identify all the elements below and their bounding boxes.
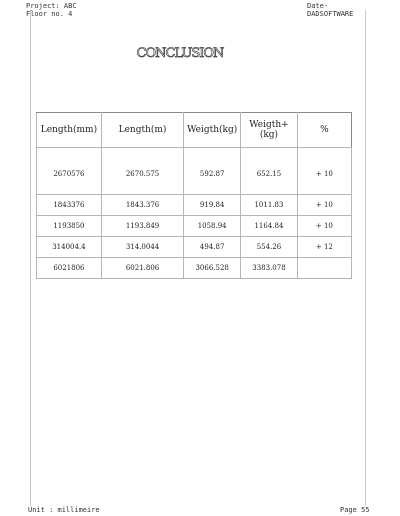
cell-percent: + 10 — [297, 195, 351, 216]
cell-weight: 494.87 — [184, 237, 241, 258]
cell-weight: 919.84 — [184, 195, 241, 216]
total-weight-plus: 3383.078 — [241, 258, 298, 279]
cell-weight-plus: 554.26 — [241, 237, 298, 258]
cell-length-mm: 2670576 — [37, 148, 102, 195]
page-title: CONCLUSION — [136, 46, 224, 61]
cell-weight: 1058.94 — [184, 216, 241, 237]
cell-length-m: 2670.575 — [101, 148, 183, 195]
col-header-length-mm: Length(mm) — [37, 113, 102, 148]
col-header-weight: Weigth(kg) — [184, 113, 241, 148]
date-label: Date- — [307, 2, 329, 10]
cell-length-mm: 1843376 — [37, 195, 102, 216]
cell-percent: + 12 — [297, 237, 351, 258]
table-row — [37, 216, 352, 237]
total-length-mm: 6021806 — [37, 258, 102, 279]
results-table — [36, 112, 352, 279]
total-weight: 3066.528 — [184, 258, 241, 279]
total-percent — [297, 258, 351, 279]
cell-weight-plus: 1011.83 — [241, 195, 298, 216]
floor-label: Floor no. 4 — [26, 10, 73, 18]
company-label: DADSOFTWARE — [307, 10, 354, 18]
header-left — [26, 2, 77, 18]
col-header-percent: % — [297, 113, 351, 148]
cell-weight-plus: 1164.84 — [241, 216, 298, 237]
cell-length-m: 1193.849 — [101, 216, 183, 237]
cell-weight: 592.87 — [184, 148, 241, 195]
unit-label: Unit : millimeire — [28, 506, 100, 514]
table-row — [37, 237, 352, 258]
cell-percent: + 10 — [297, 148, 351, 195]
cell-weight-plus: 652.15 — [241, 148, 298, 195]
page-number: Page 55 — [340, 506, 370, 514]
cell-length-mm: 1193850 — [37, 216, 102, 237]
col-header-length-m: Length(m) — [101, 113, 183, 148]
col-header-weight-plus: Weigth+(kg) — [241, 113, 298, 148]
total-length-m: 6021.806 — [101, 258, 183, 279]
header-right — [307, 2, 353, 18]
cell-percent: + 10 — [297, 216, 351, 237]
table-row — [37, 195, 352, 216]
table-row — [37, 148, 352, 195]
cell-length-m: 1843.376 — [101, 195, 183, 216]
project-label: Project: ABC — [26, 2, 77, 10]
cell-length-m: 314.0044 — [101, 237, 183, 258]
table-total-row — [37, 258, 352, 279]
table-header-row — [37, 113, 352, 148]
cell-length-mm: 314004.4 — [37, 237, 102, 258]
